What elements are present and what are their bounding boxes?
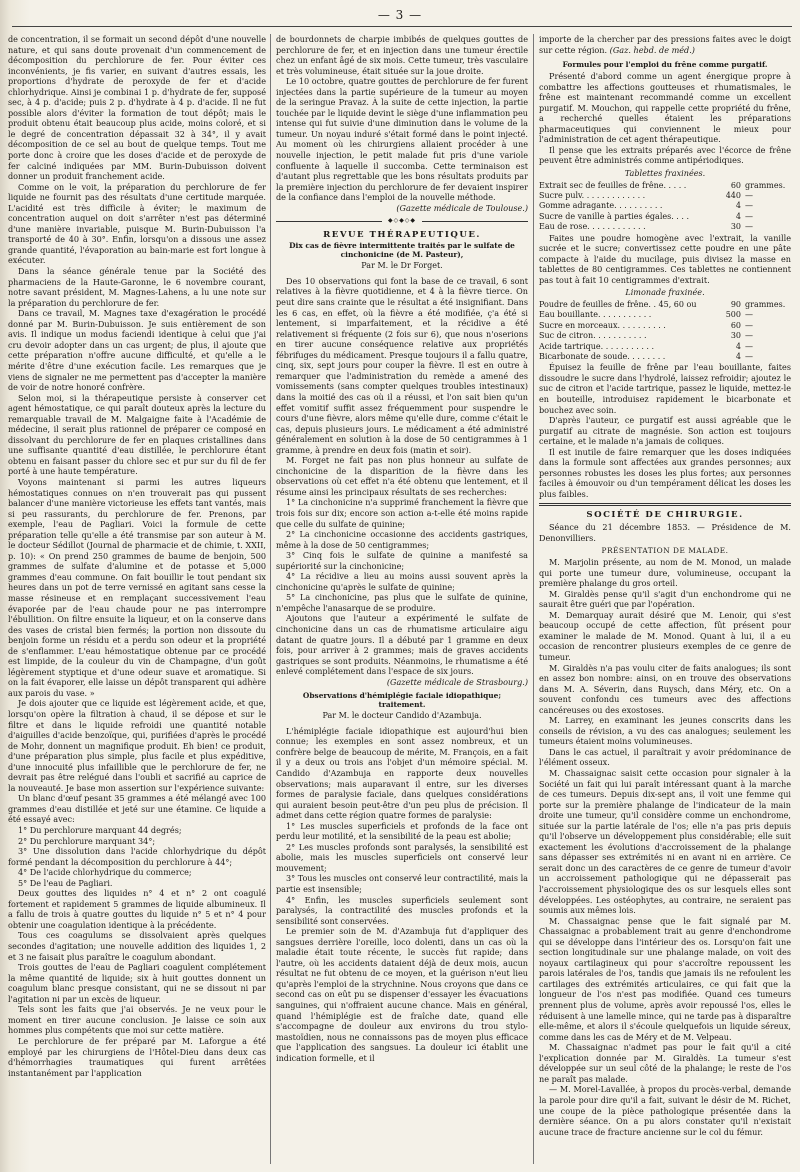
paragraph: Dans la séance générale tenue par la Société des pharmaciens de la Haute-Garonne, le 6 novembre courant, notre savant président, M. Magnes-Lahens, a lu une note sur la préparation du perchlorure de fer. — [8, 266, 266, 308]
quantity: 4 — [735, 211, 741, 221]
table-row — [539, 321, 791, 331]
column-left — [8, 34, 266, 1164]
ingredient: Acide tartrique. . . . . . . . . . . — [539, 341, 655, 351]
quantity: 4 — [735, 201, 741, 211]
quantity: 4 — [735, 341, 741, 351]
unit: — — [745, 331, 753, 341]
header-rule — [12, 26, 792, 27]
ingredient: Poudre de feuilles de frêne. . 45, 60 ou — [539, 299, 697, 309]
section-title: REVUE THÉRAPEUTIQUE. — [323, 229, 481, 240]
paragraph: L'hémiplégie faciale idiopathique est aujourd'hui bien connue; les exemples en sont assez nombreux, et un confrère belge de beaucoup de mérite, M. François, en a fait il y a deux ou trois ans l'objet d'un mémoire spécial. M. Candido d'Azambuja en rapporte deux nouvelles observations; mais auparavant il entre, sur les diverses formes de paralysie faciale, dans quelques considérations qui auraient besoin peut-être d'un peu plus de précision. Il admet dans cette région quatre formes de paralysie: — [276, 725, 528, 821]
paragraph: M. Chassaignac saisit cette occasion pour signaler à la Société un fait qui lui paraît intéressant quant à la marche de ces tumeurs. Depuis dix-sept ans, il voit une femme qui porte sur la première phalange de l'indicateur de la main droite une tumeur, qu'il considère comme un enchondrome, située sur la partie latérale de l'os; elle n'a pas pris depuis qu'il l'observe un développement plus considérable; elle suit exactement les évolutions d'accroissement de la phalange sans dépasser ses extrémités ni en avant ni en arrière. Ce serait donc un des caractères de ce genre de tumeur d'avoir un accroissement pathologique qui ne dépasserait pas l'accroissement physiologique des os sur lesquels elles sont développées. Les ostéophytes, au contraire, ne seraient pas soumis aux mêmes lois. — [539, 768, 791, 916]
column-divider — [533, 34, 534, 1164]
table-row — [539, 352, 791, 362]
paragraph: — M. Morel-Lavallée, à propos du procès-verbal, demande la parole pour dire qu'il a fait, suivant le désir de M. Richet, une coupe de la pièce pathologique présentée dans la dernière séance. On a pu alors constater qu'il n'existait aucune trace de fracture ancienne sur le col du fémur. — [539, 1084, 791, 1137]
subsection-title: PRÉSENTATION DE MALADE. — [601, 546, 729, 556]
source-citation: (Gazette médicale de Strasbourg.) — [386, 676, 528, 687]
list-item: 2° La cinchonicine occasionne des accidents gastriques, même à la dose de 50 centigrammes; — [276, 529, 528, 550]
paragraph — [539, 34, 791, 55]
column-right — [539, 34, 791, 1164]
unit: — — [745, 222, 753, 232]
recipe-title: Tablettes fraxinées. — [624, 168, 706, 179]
column-middle — [276, 34, 528, 1164]
paragraph: de bourdonnets de charpie imbibés de quelques gouttes de perchlorure de fer, et en injection dans une tumeur érectile chez un enfant âgé de six mois. Cette tumeur, très vasculaire et très volumineuse, était située sur la joue droite. — [276, 34, 528, 76]
list-item: 1° La cinchonicine n'a supprimé franchement la fièvre que trois fois sur dix; encore son action a-t-elle été moins rapide que celle du sulfate de quinine; — [276, 497, 528, 529]
unit: grammes. — [745, 180, 786, 190]
paragraph: M. Marjolin présente, au nom de M. Monod, un malade qui porte une tumeur dure, volumineuse, occupant la première phalange du gros orteil. — [539, 557, 791, 589]
table-row — [539, 181, 791, 191]
table-row — [539, 342, 791, 352]
table-row — [539, 191, 791, 201]
unit: — — [745, 310, 753, 320]
section-title: SOCIÉTÉ DE CHIRURGIE. — [586, 510, 744, 521]
list-item: 3° Tous les muscles ont conservé leur contractilité, mais la partie est insensible; — [276, 873, 528, 895]
paragraph: Selon moi, si la thérapeutique persiste à conserver cet agent hémostatique, ce qui paraît douteux après la lecture du remarquable travail de M. Malgaigne faite à l'Académie de médecine, il serait plus rationnel de préparer ce composé en dissolvant du perchlorure de fer en plaques cristallines dans une suffisante quantité d'eau distillée, le perchlorure étant obtenu en faisant passer du chlore sec et pur sur du fil de fer porté à une haute température. — [8, 392, 266, 477]
ingredient: Sucre de vanille à parties égales. . . . — [539, 211, 690, 221]
quantity: 30 — [730, 222, 741, 232]
table-row — [539, 310, 791, 320]
list-item: 4° La récidive a lieu au moins aussi souvent après la cinchonicine qu'après le sulfate de quinine; — [276, 571, 528, 592]
recipe-table-tablets — [539, 181, 791, 233]
ingredient: Sucre pulv. . . . . . . . . . . . . — [539, 190, 646, 200]
quantity: 440 — [725, 190, 741, 200]
list-item: 4° Enfin, les muscles superficiels seulement sont paralysés, la contractilité des muscles profonds et la sensibilité sont conservées. — [276, 894, 528, 926]
article-byline: Par M. le Dr Forget. — [361, 261, 443, 271]
unit: — — [745, 201, 753, 211]
unit: — — [745, 190, 753, 200]
paragraph: Voyons maintenant si parmi les autres liqueurs hémostatiques connues on n'en trouverait pas qui pussent balancer d'une manière victorieuse les effets tant vantés, mais si peu rassurants, du perchlorure de fer. Prenons, par exemple, l'eau de Pagliari. Voici la formule de cette préparation telle qu'elle a été transmise par son auteur à M. le docteur Sédillot (Journal de pharmacie et de chimie, t. XXII, p. 10): « On prend 250 grammes de baume de benjoin, 500 grammes de sulfate d'alumine et de potasse et 5,000 grammes d'eau commune. On fait bouillir le tout pendant six heures dans un pot de terre vernissé en agitant sans cesse la masse résineuse et en remplaçant successivement l'eau évaporée par de l'eau chaude pour ne pas interrompre l'ébullition. On filtre ensuite la liqueur, et on la conserve dans des vases de cristal bien fermés; la portion non dissoute du benjoin forme un résidu et a perdu son odeur et la propriété de s'enflammer. L'eau hémostatique obtenue par ce procédé est limpide, de la couleur du vin de Champagne, d'un goût légèrement styptique et d'une odeur suave et aromatique. Si on la fait évaporer, elle laisse un dépôt transparent qui adhère aux parois du vase. » — [8, 476, 266, 698]
paragraph: Le perchlorure de fer préparé par M. Laforgue a été employé par les chirurgiens de l'Hôtel-Dieu dans deux cas d'hémorrhagies traumatiques qui furent arrêtées instantanément par l'application — [8, 1035, 266, 1078]
list-item: 3° Une dissolution dans l'acide chlorhydrique du dépôt formé pendant la décomposition du perchlorure à 44°; — [8, 846, 266, 867]
quantity: 60 — [730, 180, 741, 190]
list-item: 5° La cinchonicine, pas plus que le sulfate de quinine, n'empêche l'anasarque de se produire. — [276, 592, 528, 613]
table-row — [539, 300, 791, 310]
list-item: 4° De l'acide chlorhydrique du commerce; — [18, 867, 192, 878]
paragraph: Je dois ajouter que ce liquide est légèrement acide, et que, lorsqu'on opère la filtration à chaud, il se dépose et sur le filtre et dans le liquide refroidi une quantité notable d'aiguilles d'acide benzoïque, qui, purifiées d'après le procédé de Mohr, donnent un magnifique produit. Eh bien! ce produit, d'une préparation plus simple, plus facile et plus expéditive, d'une innocuité plus infaillible que le perchlorure de fer, ne devrait pas être relégué dans l'oubli et sacrifié au caprice de la nouveauté. Je base mon assertion sur l'expérience suivante: — [8, 698, 266, 793]
unit: — — [745, 341, 753, 351]
quantity: 500 — [725, 310, 741, 320]
paragraph: Épuisez la feuille de frêne par l'eau bouillante, faites dissoudre le sucre dans l'hydrolé, laissez refroidir; ajoutez le suc de citron et l'acide tartrique, passez le liquide, mettez-le en bouteille, introduisez rapidement le bicarbonate et bouchez avec soin. — [539, 362, 791, 415]
paragraph: M. Demarquay aurait désiré que M. Lenoir, qui s'est beaucoup occupé de cette affection, fût présent pour examiner le malade de M. Monod. Quant à lui, il a eu occasion de rencontrer plusieurs exemples de ce genre de tumeur. — [539, 609, 791, 662]
paragraph: Dans le cas actuel, il paraîtrait y avoir prédominance de l'élément osseux. — [539, 746, 791, 768]
unit: — — [745, 320, 753, 330]
article-title: Observations d'hémiplégie faciale idiopathique; traitement. — [302, 691, 502, 710]
unit: — — [745, 351, 753, 361]
paragraph: Présenté d'abord comme un agent énergique propre à combattre les affections goutteuses et rhumatismales, le frêne est maintenant recommandé comme un excellent purgatif. M. Mouchon, qui rappelle cette propriété du frêne, a recherché quelles étaient les préparations pharmaceutiques qui conviennent le mieux pour l'administration de cet agent thérapeutique. — [539, 71, 791, 145]
paragraph: Le premier soin de M. d'Azambuja fut d'appliquer des sangsues derrière l'oreille, loco dolenti, dans un cas où la maladie était toute récente, le succès fut rapide; dans l'autre, où les accidents dataient déjà de deux mois, aucun résultat ne fut obtenu de ce moyen, et la guérison n'eut lieu qu'après l'emploi de la strychnine. Nous croyons que dans ce second cas on eût pu se dispenser d'essayer les évacuations sanguines, qui n'offraient aucune chance. Mais en général, quand l'hémiplégie est de fraîche date, quand elle s'accompagne de douleur aux environs du trou stylo-mastoïdien, nous ne connaissons pas de moyen plus efficace que l'application des sangsues. La douleur ici établit une indication formelle, et il — [276, 926, 528, 1063]
list-item: 1° Du perchlorure marquant 44 degrés; — [18, 825, 182, 836]
page-number: — 3 — — [377, 8, 423, 22]
unit: — — [745, 211, 753, 221]
paragraph: Un blanc d'œuf pesant 35 grammes a été mélangé avec 100 grammes d'eau distillée et jeté sur une étamine. Ce liquide a été essayé avec: — [8, 793, 266, 825]
table-row — [539, 212, 791, 222]
paragraph-text: importe de la chercher par des pressions faites avec le doigt sur cette région. — [539, 34, 791, 55]
list-item: 2° Du perchlorure marquant 34°; — [18, 835, 156, 846]
ingredient: Extrait sec de feuilles de frêne. . . . . — [539, 180, 687, 190]
column-divider — [270, 34, 271, 1164]
paragraph: Faites une poudre homogène avec l'extrait, la vanille sucrée et le sucre; convertissez cette poudre en une pâte compacte à l'aide du mucilage, puis divisez la masse en tablettes de 80 centigrammes. Ces tablettes ne contiennent pas tout à fait 10 centigrammes d'extrait. — [539, 232, 791, 285]
section-rule — [539, 503, 791, 506]
ingredient: Bicarbonate de soude. . . . . . . . — [539, 351, 666, 361]
paragraph: Le 10 octobre, quatre gouttes de perchlorure de fer furent injectées dans la partie supérieure de la tumeur au moyen de la seringue Pravaz. À la suite de cette injection, la partie touchée par le liquide devint le siège d'une inflammation peu intense qui fut suivie d'une diminution dans le volume de la tumeur. Un noyau induré s'était formé dans le point injecté. Au moment où les chirurgiens allaient procéder à une nouvelle injection, le petit malade fut pris d'une variole confluente à laquelle il succomba. Cette terminaison est d'autant plus regrettable que les bons résultats produits par la première injection du perchlorure de fer devaient inspirer de la confiance dans l'emploi de la nouvelle méthode. — [276, 76, 528, 203]
recipe-table-lemonade — [539, 300, 791, 362]
paragraph: M. Giraldès pense qu'il s'agit d'un enchondrome qui ne saurait être guéri que par l'opération. — [539, 588, 791, 610]
table-row — [539, 201, 791, 211]
quantity: 60 — [730, 320, 741, 330]
paragraph: Tels sont les faits que j'ai observés. Je ne veux pour le moment en tirer aucune conclusion. Je laisse ce soin aux hommes plus compétents que moi sur cette matière. — [8, 1004, 266, 1036]
recipe-title: Limonade fraxinée. — [625, 287, 705, 298]
paragraph: Dans ce travail, M. Magnes taxe d'exagération le procédé donné par M. Burin-Dubuisson. Je suis entièrement de son avis. Il indique un modus faciendi identique à celui que j'ai cru devoir adopter dans un cas urgent; de plus, il ajoute que cette préparation n'offre aucune difficulté, et qu'elle a le mérite d'être d'une exécution facile. Les remarques que je viens de signaler ne me permettent pas d'accepter la manière de voir de notre honoré confrère. — [8, 308, 266, 393]
ornamental-divider: ◆◇◆◇◆ — [276, 216, 528, 227]
paragraph: Des 10 observations qui font la base de ce travail, 6 sont relatives à la fièvre quotidienne, et 4 à la fièvre tierce. On peut dire sans crainte que le résultat a été insignifiant. Dans les 6 cas, en effet, où la fièvre a été modifiée, ç'a été si lentement, si imparfaitement, et la récidive a été relativement si fréquente (2 fois sur 6), que nous n'oserions en tirer aucune conséquence relative aux propriétés fébrifuges du médicament. Presque toujours il a fallu quatre, cinq, six, sept jours pour couper la fièvre. Il est en outre à remarquer que l'administration du remède a amené des vomissements (sans compter quelques troubles intestinaux) dans la moitié des cas où il a réussi, et l'on sait bien qu'un effet vomitif suffit assez fréquemment pour suspendre le cours d'une fièvre, alors même qu'elle dure, comme c'était le cas, depuis plusieurs jours. Le médicament a été administré généralement en solution à la dose de 50 centigrammes à 1 gramme, à prendre en deux fois (matin et soir). — [276, 275, 528, 455]
ingredient: Suc de citron. . . . . . . . . . . — [539, 331, 647, 341]
ingredient: Sucre en morceaux. . . . . . . . . . — [539, 320, 666, 330]
ingredient: Eau bouillante. . . . . . . . . . . — [539, 310, 652, 320]
paragraph: Trois gouttes de l'eau de Pagliari coagulent complétement la même quantité de liquide; six à huit gouttes donnent un coagulum blanc presque consistant, qui ne se dissout ni par l'agitation ni par un excès de liqueur. — [8, 962, 266, 1004]
paragraph: de concentration, il se formait un second dépôt d'une nouvelle nature, et qui sans doute provenait d'un commencement de décomposition du perchlorure de fer. Pour éviter ces inconvénients, je fis varier, en suivant d'autres essais, les proportions d'hydrate de peroxyde de fer et d'acide chlorhydrique. Ainsi je combinai 1 p. d'hydrate de fer, supposé sec, à 4 p. d'acide; puis 2 p. d'hydrate à 4 p. d'acide. Il ne fut possible alors d'éviter la formation de tout dépôt; mais le produit obtenu était beaucoup plus acide, moins coloré, et si le degré de concentration dépassait 32 à 34°, il y avait décomposition de ce sel au bout de quelque temps. Tout me porte donc à croire que les doses d'acide et de peroxyde de fer calciné indiquées par MM. Burin-Dubuisson doivent donner un produit franchement acide. — [8, 34, 266, 182]
paragraph: Tous ces coagulums se dissolvaient après quelques secondes d'agitation; une nouvelle addition des liquides 1, 2 et 3 ne faisait plus paraître le coagulum abondant. — [8, 930, 266, 962]
paragraph: M. Chassaignac pense que le fait signalé par M. Chassaignac a probablement trait au genre d'enchondrome qui se développe dans l'intérieur des os. Lorsqu'on fait une section longitudinale sur une phalange malade, on voit des noyaux cartilagineux qui pour s'accroître repoussent les parois latérales de l'os, tandis que jamais ils ne refoulent les cartilages des extrémités articulaires, ce qui fait que la longueur de l'os n'est pas modifiée. Quand ces tumeurs prennent plus de volume, après avoir repoussé l'os, elles le réduisent à une lamelle mince, qui ne tarde pas à disparaître elle-même, et alors il s'écoule quelquefois un liquide séreux, comme dans les cas de Méry et de M. Velpeau. — [539, 915, 791, 1042]
source-citation: (Gaz. hebd. de méd.) — [609, 44, 695, 55]
paragraph: D'après l'auteur, ce purgatif est aussi agréable que le purgatif au citrate de magnésie. Son action est toujours certaine, et le malade n'a jamais de coliques. — [539, 415, 791, 447]
source-citation: (Gazette médicale de Toulouse.) — [396, 202, 528, 213]
list-item: 1° Les muscles superficiels et profonds de la face ont perdu leur motilité, et la sensibilité de la peau est abolie; — [276, 820, 528, 842]
paragraph: M. Giraldès n'a pas voulu citer de faits analogues; ils sont en assez bon nombre: ainsi, on en trouve des observations dans M. A. Séverin, dans Ruysch, dans Méry, etc. On a souvent confondu ces tumeurs avec des affections cancéreuses ou des exostoses. — [539, 662, 791, 715]
paragraph: Comme on le voit, la préparation du perchlorure de fer liquide ne fournit pas des résultats d'une certitude marquée. L'acidité est très difficile à éviter; le maximum de concentration auquel on doit s'arrêter n'est pas déterminé d'une manière invariable, puisque M. Burin-Dubuisson l'a transporté de 40 à 30°. Enfin, lorsqu'on a dissous une assez grande quantité, l'évaporation au bain-marie est fort longue à exécuter. — [8, 181, 266, 266]
unit: grammes. — [745, 299, 786, 309]
paragraph: M. Larrey, en examinant les jeunes conscrits dans les conseils de révision, a vu des cas analogues; seulement les tumeurs étaient moins volumineuses. — [539, 715, 791, 747]
list-item: 2° Les muscles profonds sont paralysés, la sensibilité est abolie, mais les muscles superficiels ont conservé leur mouvement; — [276, 841, 528, 873]
paragraph: Ajoutons que l'auteur a expérimenté le sulfate de cinchonicine dans un cas de rhumatisme articulaire aigu datant de quatre jours. Il a débuté par 1 gramme en deux fois, pour arriver à 2 grammes; mais de graves accidents gastriques se sont produits. Néanmoins, le rhumatisme a été enlevé complétement dans l'espace de six jours. — [276, 613, 528, 677]
table-row — [539, 331, 791, 341]
paragraph: Il est inutile de faire remarquer que les doses indiquées dans la formule sont affectées aux grandes personnes; aux personnes robustes les doses les plus fortes; aux personnes faciles à émouvoir ou d'un tempérament délicat les doses les plus faibles. — [539, 446, 791, 499]
quantity: 30 — [730, 331, 741, 341]
list-item: 5° De l'eau de Pagliari. — [18, 877, 113, 888]
paragraph: Deux gouttes des liquides n° 4 et n° 2 ont coagulé fortement et rapidement 5 grammes de liquide albumineux. Il a fallu de trois à quatre gouttes du liquide n° 5 et n° 4 pour obtenir une coagulation identique à la précédente. — [8, 888, 266, 930]
article-title: Dix cas de fièvre intermittente traités par le sulfate de cinchonicine (de M. Pasteur), — [289, 241, 515, 260]
paragraph: Il pense que les extraits préparés avec l'écorce de frêne peuvent être administrés comme antipériodiques. — [539, 144, 791, 166]
ingredient: Gomme adragante. . . . . . . . . . — [539, 201, 663, 211]
ingredient: Eau de rose. . . . . . . . . . . . — [539, 222, 646, 232]
article-byline: Par M. le docteur Candido d'Azambuja. — [322, 711, 482, 721]
article-title: Formules pour l'emploi du frêne comme purgatif. — [562, 60, 768, 70]
list-item: 3° Cinq fois le sulfate de quinine a manifesté sa supériorité sur la cinchonicine; — [276, 550, 528, 571]
paragraph: M. Forget ne fait pas non plus honneur au sulfate de cinchonicine de la disparition de la fièvre dans les observations où cet effet n'a été obtenu que lentement, et il résume ainsi les principaux résultats de ses recherches: — [276, 455, 528, 497]
paragraph: M. Chassaignac n'admet pas pour le fait qu'il a cité l'explication donnée par M. Giraldès. La tumeur s'est développée sur un seul côté de la phalange; le reste de l'os ne paraît pas malade. — [539, 1042, 791, 1084]
session-line: Séance du 21 décembre 1853. — Présidence de M. Denonvilliers. — [539, 521, 791, 543]
quantity: 4 — [735, 351, 741, 361]
table-row — [539, 222, 791, 232]
quantity: 90 — [730, 299, 741, 309]
